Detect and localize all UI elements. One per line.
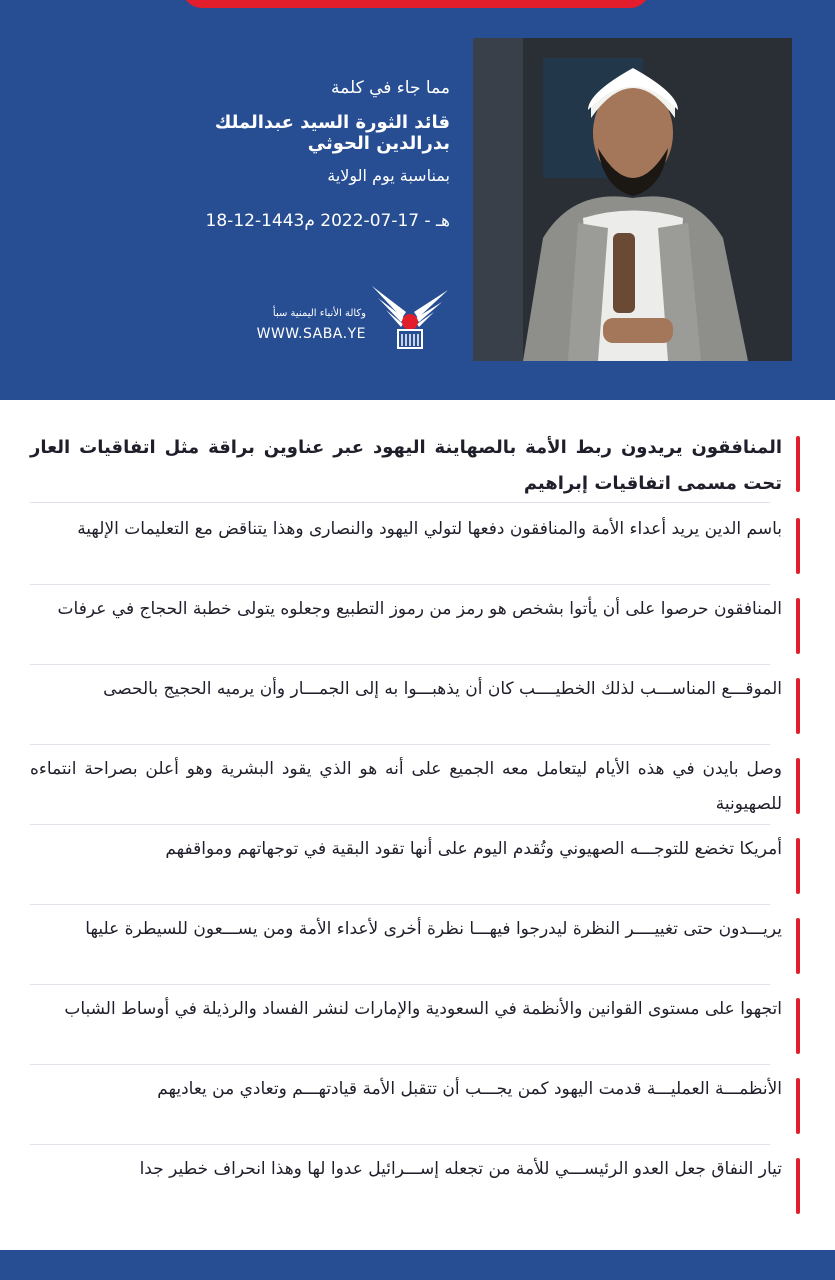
divider [30,984,770,985]
quote-text: يريـــدون حتى تغييــــر النظرة ليدرجوا فيهـــا نظرة أخرى لأعداء الأمة ومن يســـعون للسيطرة عليها [85,919,782,939]
red-marker [796,998,800,1054]
divider [30,584,770,585]
quote-text: أمريكا تخضع للتوجـــه الصهيوني وتُقدم اليوم على أنها تقود البقية في توجهاتهم ومواقفهم [165,839,782,859]
agency-name: وكالة الأنباء اليمنية سبأ [272,308,366,319]
quote-text: الموقـــع المناســـب لذلك الخطيــــب كان أن يذهبـــوا به إلى الجمـــار وأن يرميه الحجيج بالحصى [103,679,782,699]
divider [30,1144,770,1145]
red-marker [796,678,800,734]
quote-text: الأنظمـــة العمليـــة قدمت اليهود كمن يجـــب أن تتقبل الأمة قيادتهـــم وتعادي من يعاديهم [157,1079,782,1099]
divider [30,1064,770,1065]
quote-item [30,672,800,707]
red-marker [796,1158,800,1214]
quote-text: تيار النفاق جعل العدو الرئيســـي للأمة من تجعله إســـرائيل عدوا لها وهذا انحراف خطير جدا [139,1159,782,1179]
divider [30,824,770,825]
footer-bar [0,1250,835,1280]
intro-line: مما جاء في كلمة [331,78,450,98]
red-marker [796,436,800,492]
occasion: بمناسبة يوم الولاية [327,166,450,185]
quote-item [30,1152,800,1187]
speech-date: 18-12-1443هـ - 17-07-2022 م [205,211,450,231]
quote-text: المنافقون يريدون ربط الأمة بالصهاينة اليهود عبر عناوين براقة مثل اتفاقيات العار تحت مسمى اتفاقيات إبراهيم [30,437,782,494]
quote-item [30,752,800,822]
red-marker [796,838,800,894]
divider [30,744,770,745]
header-banner [0,0,835,400]
quote-text: وصل بايدن في هذه الأيام ليتعامل معه الجميع على أنه هو الذي يقود البشرية وهو أعلن بصراحة انتماءه للصهيونية [30,759,782,814]
quote-item [30,430,800,502]
divider [30,904,770,905]
quote-item [30,832,800,867]
red-marker [796,758,800,814]
top-red-tab [182,0,650,8]
quote-item [30,992,800,1027]
red-marker [796,918,800,974]
quote-item [30,1072,800,1107]
saba-eagle-icon [368,282,452,352]
speaker-title: قائد الثورة السيد عبدالملك بدرالدين الحوثي [214,112,450,154]
saba-logo [238,282,458,354]
agency-url: WWW.SABA.YE [256,326,366,342]
quote-item [30,592,800,627]
quote-text: باسم الدين يريد أعداء الأمة والمنافقون دفعها لتولي اليهود والنصارى وهذا يتناقض مع التعليمات الإلهية [77,519,782,539]
quote-item [30,512,800,547]
quote-item [30,912,800,947]
red-marker [796,598,800,654]
red-marker [796,518,800,574]
intro-block [160,78,450,231]
quote-text: اتجهوا على مستوى القوانين والأنظمة في السعودية والإمارات لنشر الفساد والرذيلة في أوساط الشباب [64,999,782,1019]
speaker-portrait [473,38,792,361]
divider [30,502,770,503]
red-marker [796,1078,800,1134]
quote-text: المنافقون حرصوا على أن يأتوا بشخص هو رمز من رموز التطبيع وجعلوه يتولى خطبة الحجاج في عرفات [57,599,782,619]
divider [30,664,770,665]
